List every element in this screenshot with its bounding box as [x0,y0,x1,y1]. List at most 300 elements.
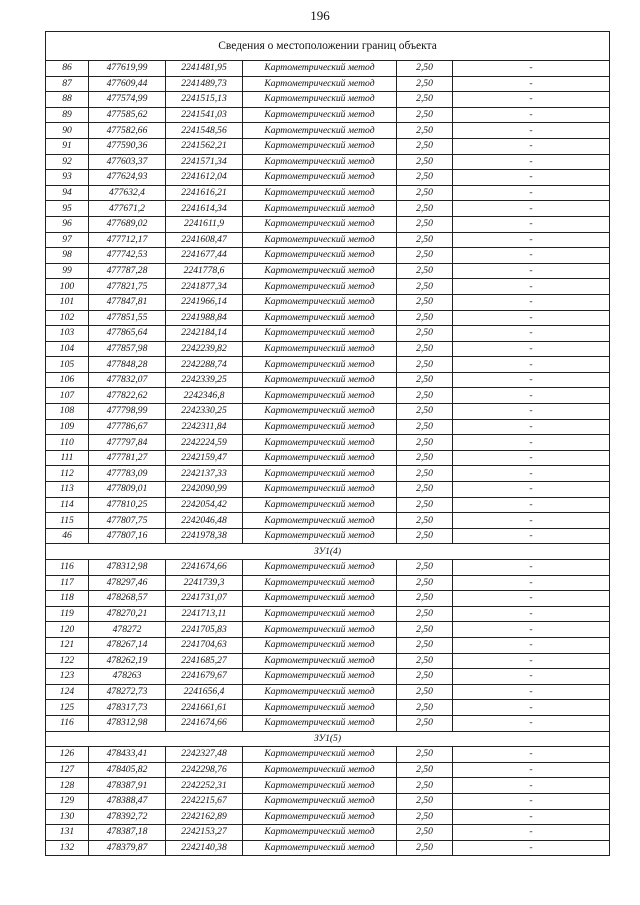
coord-y-cell: 2241608,47 [166,232,243,248]
description-cell: - [453,669,610,685]
description-cell: - [453,216,610,232]
coord-y-cell: 2241674,66 [166,715,243,731]
method-cell: Картометрический метод [243,450,397,466]
description-cell: - [453,653,610,669]
table-row [46,388,610,404]
point-number-cell: 108 [46,404,89,420]
coord-y-cell: 2242224,59 [166,435,243,451]
coord-x-cell: 477787,28 [89,263,166,279]
method-cell: Картометрический метод [243,793,397,809]
accuracy-cell: 2,50 [397,248,453,264]
point-number-cell: 121 [46,637,89,653]
accuracy-cell: 2,50 [397,388,453,404]
table-row [46,185,610,201]
point-number-cell: 88 [46,92,89,108]
description-cell: - [453,747,610,763]
method-cell: Картометрический метод [243,123,397,139]
coord-y-cell: 2241704,63 [166,637,243,653]
point-number-cell: 105 [46,357,89,373]
point-number-cell: 111 [46,450,89,466]
point-number-cell: 117 [46,575,89,591]
description-cell: - [453,700,610,716]
section-label: ЗУ1(5) [46,731,610,747]
description-cell: - [453,170,610,186]
coord-y-cell: 2241677,44 [166,248,243,264]
coord-y-cell: 2242239,82 [166,341,243,357]
coord-y-cell: 2242339,25 [166,372,243,388]
accuracy-cell: 2,50 [397,107,453,123]
table-row [46,513,610,529]
table-row [46,216,610,232]
method-cell: Картометрический метод [243,669,397,685]
coord-x-cell: 477590,36 [89,138,166,154]
coord-y-cell: 2242046,48 [166,513,243,529]
table-row [46,310,610,326]
table-row [46,684,610,700]
table-row [46,637,610,653]
coord-y-cell: 2241612,04 [166,170,243,186]
coord-y-cell: 2242330,25 [166,404,243,420]
table-row [46,466,610,482]
method-cell: Картометрический метод [243,637,397,653]
table-row [46,793,610,809]
description-cell: - [453,793,610,809]
point-number-cell: 46 [46,528,89,544]
table-row [46,357,610,373]
description-cell: - [453,326,610,342]
accuracy-cell: 2,50 [397,294,453,310]
method-cell: Картометрический метод [243,185,397,201]
description-cell: - [453,575,610,591]
point-number-cell: 100 [46,279,89,295]
accuracy-cell: 2,50 [397,263,453,279]
method-cell: Картометрический метод [243,248,397,264]
table-row [46,61,610,77]
coord-x-cell: 477822,62 [89,388,166,404]
coord-x-cell: 478268,57 [89,591,166,607]
coord-y-cell: 2242162,89 [166,809,243,825]
method-cell: Картометрический метод [243,154,397,170]
accuracy-cell: 2,50 [397,653,453,669]
coord-y-cell: 2242153,27 [166,825,243,841]
method-cell: Картометрический метод [243,357,397,373]
method-cell: Картометрический метод [243,747,397,763]
method-cell: Картометрический метод [243,809,397,825]
point-number-cell: 131 [46,825,89,841]
accuracy-cell: 2,50 [397,575,453,591]
description-cell: - [453,684,610,700]
description-cell: - [453,154,610,170]
table-title: Сведения о местоположении границ объекта [46,32,610,61]
method-cell: Картометрический метод [243,435,397,451]
description-cell: - [453,715,610,731]
accuracy-cell: 2,50 [397,715,453,731]
table-row [46,76,610,92]
table-row [46,107,610,123]
description-cell: - [453,92,610,108]
description-cell: - [453,185,610,201]
point-number-cell: 124 [46,684,89,700]
coord-x-cell: 477689,02 [89,216,166,232]
coord-x-cell: 478379,87 [89,840,166,856]
point-number-cell: 101 [46,294,89,310]
point-number-cell: 106 [46,372,89,388]
description-cell: - [453,107,610,123]
coord-x-cell: 478272 [89,622,166,638]
description-cell: - [453,840,610,856]
point-number-cell: 118 [46,591,89,607]
coord-y-cell: 2241656,4 [166,684,243,700]
description-cell: - [453,404,610,420]
description-cell: - [453,809,610,825]
coord-x-cell: 477742,53 [89,248,166,264]
point-number-cell: 107 [46,388,89,404]
table-row [46,450,610,466]
coord-y-cell: 2242054,42 [166,497,243,513]
method-cell: Картометрический метод [243,138,397,154]
table-row [46,575,610,591]
method-cell: Картометрический метод [243,591,397,607]
accuracy-cell: 2,50 [397,450,453,466]
coord-y-cell: 2241978,38 [166,528,243,544]
coord-y-cell: 2241679,67 [166,669,243,685]
accuracy-cell: 2,50 [397,840,453,856]
point-number-cell: 119 [46,606,89,622]
table-row [46,138,610,154]
point-number-cell: 109 [46,419,89,435]
description-cell: - [453,138,610,154]
coord-x-cell: 477671,2 [89,201,166,217]
accuracy-cell: 2,50 [397,747,453,763]
table-row [46,560,610,576]
coord-x-cell: 478263 [89,669,166,685]
point-number-cell: 127 [46,762,89,778]
method-cell: Картометрический метод [243,653,397,669]
accuracy-cell: 2,50 [397,560,453,576]
coord-x-cell: 477865,64 [89,326,166,342]
coord-x-cell: 477821,75 [89,279,166,295]
coord-y-cell: 2241661,61 [166,700,243,716]
table-row [46,840,610,856]
accuracy-cell: 2,50 [397,622,453,638]
point-number-cell: 91 [46,138,89,154]
description-cell: - [453,388,610,404]
accuracy-cell: 2,50 [397,357,453,373]
method-cell: Картометрический метод [243,482,397,498]
point-number-cell: 99 [46,263,89,279]
coord-y-cell: 2241731,07 [166,591,243,607]
description-cell: - [453,419,610,435]
accuracy-cell: 2,50 [397,435,453,451]
description-cell: - [453,61,610,77]
point-number-cell: 129 [46,793,89,809]
accuracy-cell: 2,50 [397,232,453,248]
method-cell: Картометрический метод [243,528,397,544]
table-row [46,372,610,388]
method-cell: Картометрический метод [243,372,397,388]
method-cell: Картометрический метод [243,232,397,248]
description-cell: - [453,513,610,529]
accuracy-cell: 2,50 [397,700,453,716]
table-row [46,669,610,685]
coord-x-cell: 478272,73 [89,684,166,700]
point-number-cell: 114 [46,497,89,513]
description-cell: - [453,248,610,264]
coord-x-cell: 478433,41 [89,747,166,763]
table-row [46,232,610,248]
point-number-cell: 128 [46,778,89,794]
accuracy-cell: 2,50 [397,185,453,201]
method-cell: Картометрический метод [243,825,397,841]
description-cell: - [453,528,610,544]
point-number-cell: 112 [46,466,89,482]
coord-x-cell: 477807,16 [89,528,166,544]
coord-x-cell: 477624,93 [89,170,166,186]
accuracy-cell: 2,50 [397,61,453,77]
method-cell: Картометрический метод [243,326,397,342]
point-number-cell: 94 [46,185,89,201]
table-row [46,606,610,622]
accuracy-cell: 2,50 [397,778,453,794]
point-number-cell: 120 [46,622,89,638]
method-cell: Картометрический метод [243,170,397,186]
coord-y-cell: 2241674,66 [166,560,243,576]
coord-x-cell: 478262,19 [89,653,166,669]
coord-x-cell: 477851,55 [89,310,166,326]
point-number-cell: 87 [46,76,89,92]
table-row [46,653,610,669]
coord-x-cell: 478312,98 [89,715,166,731]
method-cell: Картометрический метод [243,388,397,404]
coord-x-cell: 477609,44 [89,76,166,92]
table-row [46,294,610,310]
table-row [46,279,610,295]
table-row [46,700,610,716]
point-number-cell: 96 [46,216,89,232]
description-cell: - [453,622,610,638]
description-cell: - [453,560,610,576]
point-number-cell: 125 [46,700,89,716]
method-cell: Картометрический метод [243,622,397,638]
table-row [46,341,610,357]
method-cell: Картометрический метод [243,778,397,794]
coord-x-cell: 477603,37 [89,154,166,170]
table-row [46,762,610,778]
table-row [46,404,610,420]
point-number-cell: 116 [46,560,89,576]
coord-y-cell: 2241713,11 [166,606,243,622]
point-number-cell: 86 [46,61,89,77]
section-row [46,544,610,560]
accuracy-cell: 2,50 [397,310,453,326]
section-row [46,731,610,747]
coord-x-cell: 478317,73 [89,700,166,716]
table-row [46,825,610,841]
method-cell: Картометрический метод [243,216,397,232]
method-cell: Картометрический метод [243,107,397,123]
point-number-cell: 123 [46,669,89,685]
description-cell: - [453,201,610,217]
table-row [46,747,610,763]
coord-x-cell: 477783,09 [89,466,166,482]
point-number-cell: 115 [46,513,89,529]
accuracy-cell: 2,50 [397,201,453,217]
point-number-cell: 97 [46,232,89,248]
accuracy-cell: 2,50 [397,606,453,622]
coord-x-cell: 477809,01 [89,482,166,498]
point-number-cell: 130 [46,809,89,825]
point-number-cell: 110 [46,435,89,451]
accuracy-cell: 2,50 [397,154,453,170]
coord-x-cell: 478297,46 [89,575,166,591]
table-row [46,419,610,435]
accuracy-cell: 2,50 [397,825,453,841]
point-number-cell: 95 [46,201,89,217]
coord-y-cell: 2242137,33 [166,466,243,482]
description-cell: - [453,435,610,451]
accuracy-cell: 2,50 [397,809,453,825]
coord-x-cell: 477712,17 [89,232,166,248]
coord-y-cell: 2242311,84 [166,419,243,435]
accuracy-cell: 2,50 [397,123,453,139]
accuracy-cell: 2,50 [397,216,453,232]
coord-y-cell: 2241611,9 [166,216,243,232]
point-number-cell: 103 [46,326,89,342]
table-row [46,201,610,217]
coord-x-cell: 477810,25 [89,497,166,513]
method-cell: Картометрический метод [243,419,397,435]
accuracy-cell: 2,50 [397,326,453,342]
method-cell: Картометрический метод [243,575,397,591]
coord-x-cell: 477585,62 [89,107,166,123]
coord-x-cell: 478387,91 [89,778,166,794]
table-row [46,248,610,264]
accuracy-cell: 2,50 [397,341,453,357]
point-number-cell: 116 [46,715,89,731]
point-number-cell: 90 [46,123,89,139]
method-cell: Картометрический метод [243,76,397,92]
accuracy-cell: 2,50 [397,669,453,685]
coord-x-cell: 477632,4 [89,185,166,201]
method-cell: Картометрический метод [243,762,397,778]
coord-x-cell: 478267,14 [89,637,166,653]
coord-y-cell: 2242298,76 [166,762,243,778]
coord-x-cell: 478392,72 [89,809,166,825]
table-row [46,591,610,607]
coord-x-cell: 477582,66 [89,123,166,139]
method-cell: Картометрический метод [243,606,397,622]
coord-y-cell: 2242090,99 [166,482,243,498]
method-cell: Картометрический метод [243,466,397,482]
accuracy-cell: 2,50 [397,92,453,108]
coord-y-cell: 2242252,31 [166,778,243,794]
method-cell: Картометрический метод [243,279,397,295]
table-row [46,528,610,544]
coord-y-cell: 2242159,47 [166,450,243,466]
method-cell: Картометрический метод [243,404,397,420]
table-title-row [46,32,610,61]
point-number-cell: 89 [46,107,89,123]
accuracy-cell: 2,50 [397,466,453,482]
description-cell: - [453,825,610,841]
coord-y-cell: 2242288,74 [166,357,243,373]
description-cell: - [453,232,610,248]
table-row [46,497,610,513]
coord-x-cell: 477619,99 [89,61,166,77]
coord-y-cell: 2241571,34 [166,154,243,170]
accuracy-cell: 2,50 [397,404,453,420]
point-number-cell: 98 [46,248,89,264]
description-cell: - [453,294,610,310]
accuracy-cell: 2,50 [397,138,453,154]
description-cell: - [453,606,610,622]
method-cell: Картометрический метод [243,92,397,108]
description-cell: - [453,341,610,357]
accuracy-cell: 2,50 [397,279,453,295]
accuracy-cell: 2,50 [397,793,453,809]
method-cell: Картометрический метод [243,700,397,716]
page-number: 196 [310,8,330,23]
description-cell: - [453,279,610,295]
coord-y-cell: 2241988,84 [166,310,243,326]
coord-y-cell: 2242327,48 [166,747,243,763]
coord-x-cell: 477832,07 [89,372,166,388]
accuracy-cell: 2,50 [397,372,453,388]
description-cell: - [453,372,610,388]
coord-x-cell: 478270,21 [89,606,166,622]
coord-x-cell: 477848,28 [89,357,166,373]
table-row [46,170,610,186]
accuracy-cell: 2,50 [397,482,453,498]
coord-y-cell: 2242140,38 [166,840,243,856]
coord-y-cell: 2241739,3 [166,575,243,591]
coord-y-cell: 2241548,56 [166,123,243,139]
method-cell: Картометрический метод [243,513,397,529]
point-number-cell: 102 [46,310,89,326]
method-cell: Картометрический метод [243,310,397,326]
accuracy-cell: 2,50 [397,684,453,700]
description-cell: - [453,497,610,513]
description-cell: - [453,762,610,778]
description-cell: - [453,466,610,482]
coord-x-cell: 477786,67 [89,419,166,435]
coord-y-cell: 2242184,14 [166,326,243,342]
accuracy-cell: 2,50 [397,513,453,529]
accuracy-cell: 2,50 [397,591,453,607]
point-number-cell: 132 [46,840,89,856]
coord-x-cell: 477781,27 [89,450,166,466]
point-number-cell: 93 [46,170,89,186]
point-number-cell: 92 [46,154,89,170]
coord-x-cell: 477798,99 [89,404,166,420]
description-cell: - [453,357,610,373]
method-cell: Картометрический метод [243,201,397,217]
description-cell: - [453,778,610,794]
description-cell: - [453,263,610,279]
description-cell: - [453,450,610,466]
method-cell: Картометрический метод [243,497,397,513]
table-row [46,435,610,451]
coord-y-cell: 2241616,21 [166,185,243,201]
table-row [46,778,610,794]
boundary-coordinates-table [45,31,610,856]
section-label: ЗУ1(4) [46,544,610,560]
point-number-cell: 122 [46,653,89,669]
accuracy-cell: 2,50 [397,528,453,544]
method-cell: Картометрический метод [243,61,397,77]
point-number-cell: 104 [46,341,89,357]
coord-y-cell: 2241541,03 [166,107,243,123]
